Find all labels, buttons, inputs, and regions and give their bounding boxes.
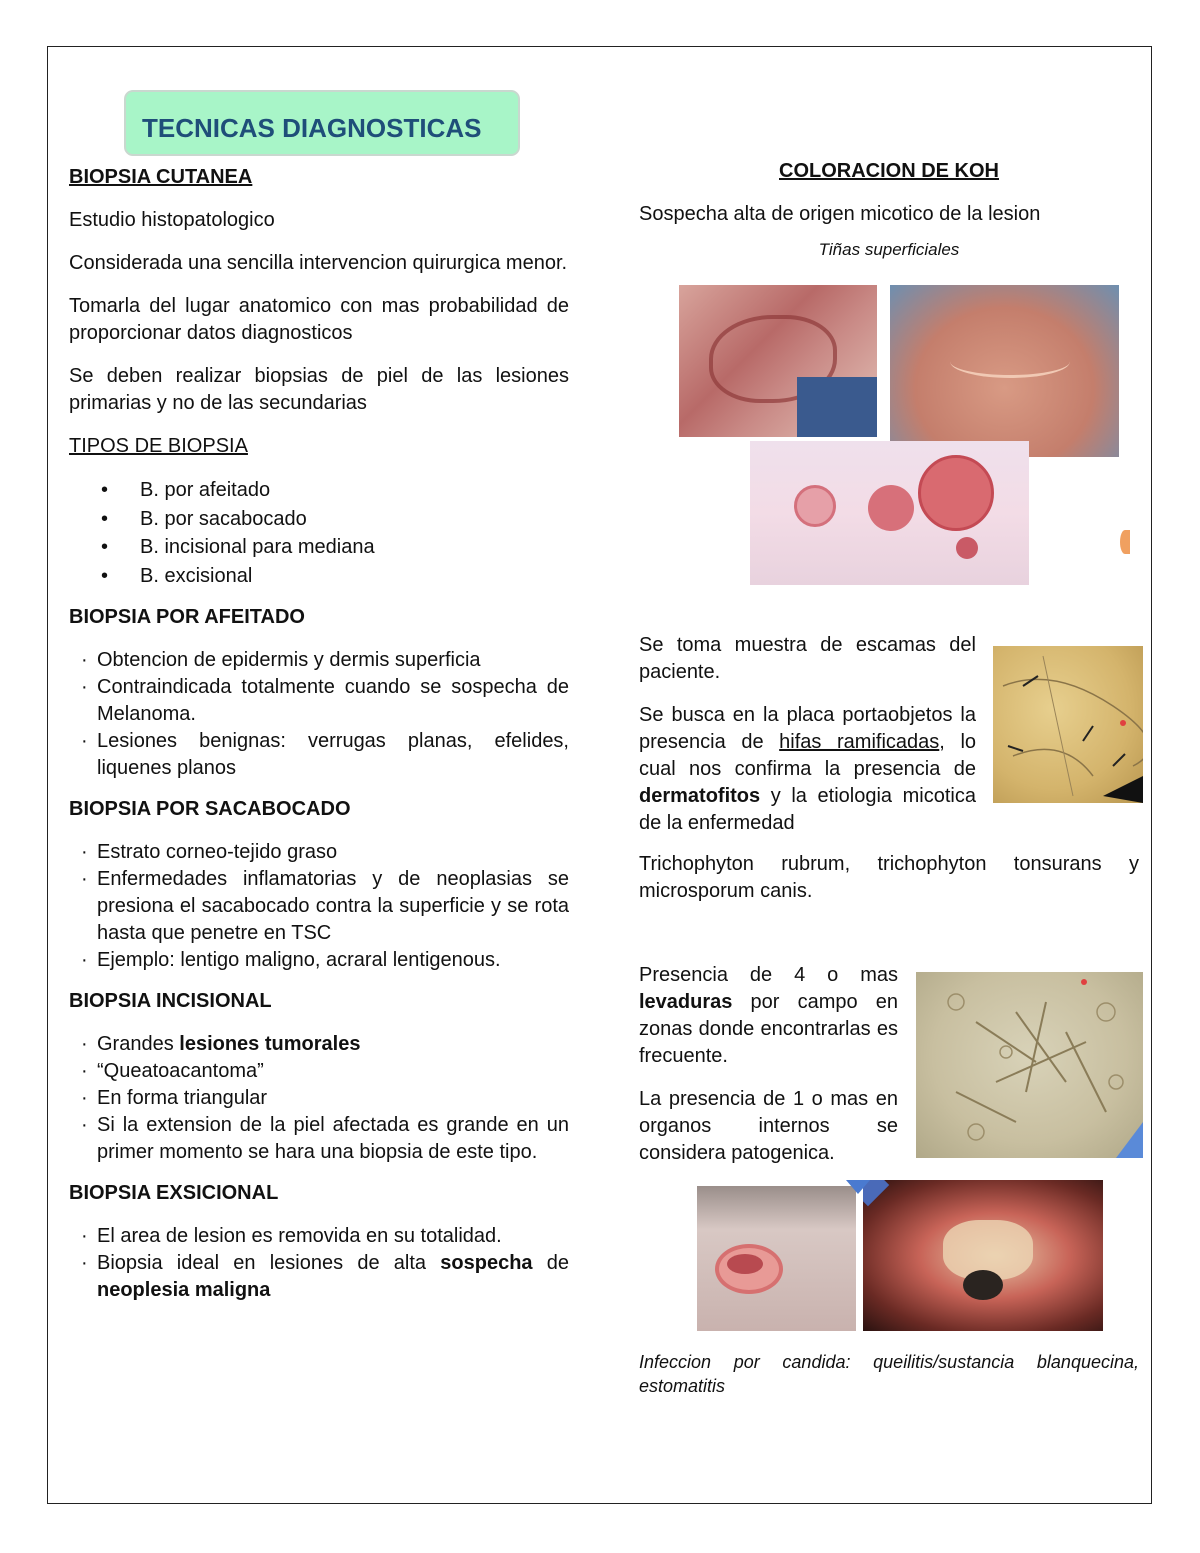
text-run: Presencia de 4 o mas <box>639 964 898 986</box>
list-item: · Contraindicada totalmente cuando se sospecha de Melanoma. <box>69 674 569 728</box>
afeitado-list <box>69 647 569 782</box>
text-run: por campo en zonas donde encontrarlas es frecuente. <box>639 991 898 1067</box>
heading-exsicional: BIOPSIA EXSICIONAL <box>69 1182 279 1204</box>
list-item: · En forma triangular <box>69 1085 569 1112</box>
hyphae-drawing <box>993 646 1143 803</box>
incisional-list <box>69 1031 569 1166</box>
right-header <box>639 158 1139 263</box>
list-item <box>69 1031 569 1058</box>
list-item: • B. incisional para mediana <box>69 533 569 562</box>
caption-tinas: Tiñas superficiales <box>818 240 960 259</box>
exsicional-list <box>69 1223 569 1304</box>
list-item: · Estrato corneo-tejido graso <box>69 839 569 866</box>
candida-lips-image <box>697 1186 856 1331</box>
image-fragment <box>1120 530 1130 554</box>
paragraph: Se deben realizar biopsias de piel de las lesiones primarias y no de las secundarias <box>69 365 569 414</box>
list-item: · “Queatoacantoma” <box>69 1058 569 1085</box>
text-run: Grandes <box>97 1033 180 1055</box>
bold-text: neoplesia maligna <box>97 1279 271 1301</box>
bold-text: lesiones tumorales <box>179 1033 361 1055</box>
heading-tipos: TIPOS DE BIOPSIA <box>69 435 248 457</box>
muestra-block <box>639 632 976 853</box>
text-run: y la etiologia micotica de la enfermedad <box>639 785 976 834</box>
candida-mouth-image <box>863 1180 1103 1331</box>
paragraph: Tomarla del lugar anatomico con mas probabilidad de proporcionar datos diagnosticos <box>69 295 569 344</box>
list-item: • B. por afeitado <box>69 476 569 505</box>
paragraph: Considerada una sencilla intervencion quirurgica menor. <box>69 252 568 274</box>
list-item: • B. excisional <box>69 562 569 591</box>
heading-koh: COLORACION DE KOH <box>779 160 999 182</box>
text-run: , lo cual nos confirma la presencia de <box>639 731 977 780</box>
paragraph: La presencia de 1 o mas en organos internos se considera patogenica. <box>639 1088 898 1164</box>
bold-text: dermatofitos <box>639 785 761 807</box>
paragraph: Se toma muestra de escamas del paciente. <box>639 634 976 683</box>
list-item: · Ejemplo: lentigo maligno, acraral lentigenous. <box>69 947 569 974</box>
bold-text: levaduras <box>639 991 733 1013</box>
heading-afeitado: BIOPSIA POR AFEITADO <box>69 606 305 628</box>
text-run: de <box>532 1252 569 1274</box>
tinea-arm-image <box>750 441 1029 585</box>
yeast-drawing <box>916 972 1143 1158</box>
list-item: · Lesiones benignas: verrugas planas, efelides, liquenes planos <box>69 728 569 782</box>
tinea-back-image <box>890 285 1119 457</box>
caption-candida-block <box>639 1350 1139 1414</box>
yeast-microscopy-image <box>916 972 1143 1158</box>
heading-biopsia-cutanea: BIOPSIA CUTANEA <box>69 166 253 188</box>
paragraph: Estudio histopatologico <box>69 209 275 231</box>
paragraph <box>639 962 898 1070</box>
page-title: TECNICAS DIAGNOSTICAS <box>142 113 482 143</box>
underlined-text: hifas ramificadas <box>779 731 940 753</box>
list-item: · Obtencion de epidermis y dermis superficia <box>69 647 569 674</box>
list-item: · Si la extension de la piel afectada es grande en un primer momento se hara una biopsia de este tipo. <box>69 1112 569 1166</box>
paragraph: Trichophyton rubrum, trichophyton tonsurans y microsporum canis. <box>639 853 1139 902</box>
list-item: · Enfermedades inflamatorias y de neoplasias se presiona el sacabocado contra la superficie y se rota hasta que penetre en TSC <box>69 866 569 947</box>
sacabocado-list <box>69 839 569 974</box>
bold-text: sospecha <box>440 1252 533 1274</box>
tinea-foot-image <box>679 285 877 437</box>
list-item: • B. por sacabocado <box>69 505 569 534</box>
left-column <box>69 164 569 1318</box>
arrow-shape <box>846 1180 870 1194</box>
text-run: Biopsia ideal en lesiones de alta <box>97 1252 441 1274</box>
title-box <box>124 90 520 156</box>
paragraph: Sospecha alta de origen micotico de la lesion <box>639 203 1041 225</box>
tipos-list <box>69 476 569 590</box>
species-block <box>639 851 1139 921</box>
heading-incisional: BIOPSIA INCISIONAL <box>69 990 272 1012</box>
levaduras-block <box>639 962 898 1183</box>
text-run: Se busca en la placa portaobjetos la presencia de <box>639 704 976 753</box>
hyphae-microscopy-image <box>993 646 1143 803</box>
paragraph <box>639 702 976 837</box>
heading-sacabocado: BIOPSIA POR SACABOCADO <box>69 798 351 820</box>
list-item <box>69 1250 569 1304</box>
list-item: · El area de lesion es removida en su totalidad. <box>69 1223 569 1250</box>
caption-candida: Infeccion por candida: queilitis/sustancia blanquecina, estomatitis <box>639 1352 1139 1396</box>
